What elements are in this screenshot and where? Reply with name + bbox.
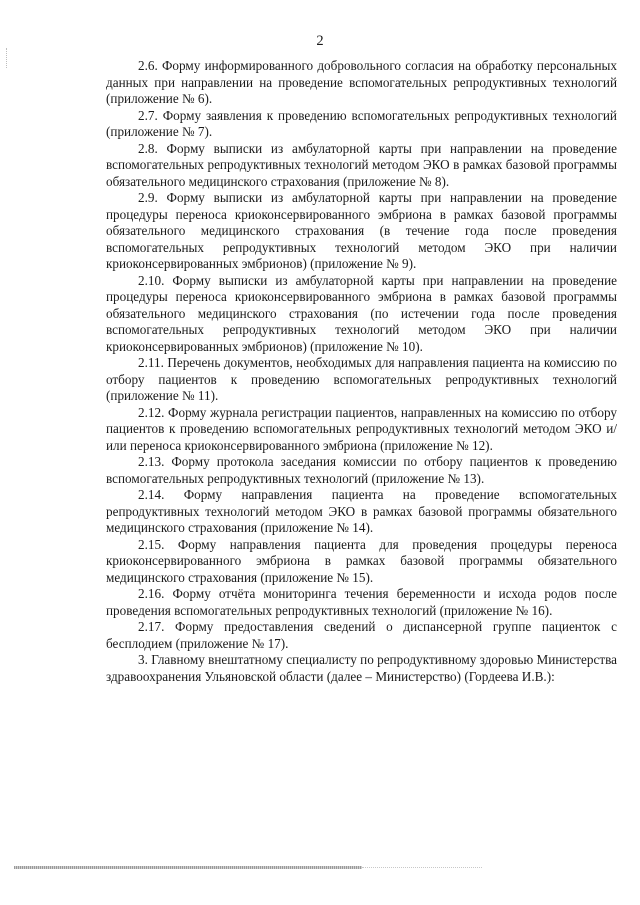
paragraph-3: 3. Главному внештатному специалисту по репродуктивному здоровью Министерства здравоохранения Ульяновской области (далее – Министерство) (Гордеева И.В.): <box>106 652 617 684</box>
paragraph-2-16: 2.16. Форму отчёта мониторинга течения беременности и исхода родов после проведения вспомогательных репродуктивных технологий (приложение № 16). <box>106 586 617 618</box>
paragraph-2-17: 2.17. Форму предоставления сведений о диспансерной группе пациенток с бесплодием (приложение № 17). <box>106 619 617 651</box>
paragraph-2-13: 2.13. Форму протокола заседания комиссии по отбору пациентов к проведению вспомогательных репродуктивных технологий (приложение № 13). <box>106 454 617 486</box>
paragraph-2-8: 2.8. Форму выписки из амбулаторной карты при направлении на проведение вспомогательных репродуктивных технологий методом ЭКО в рамках базовой программы обязательного медицинского страхования (приложение № 8). <box>106 140 617 189</box>
paragraph-2-6: 2.6. Форму информированного добровольного согласия на обработку персональных данных при направлении на проведение вспомогательных репродуктивных технологий (приложение № 6). <box>106 58 617 106</box>
paragraph-2-9: 2.9. Форму выписки из амбулаторной карты при направлении на проведение процедуры переноса криоконсервированного эмбриона в рамках базовой программы обязательного медицинского страхования (в течение года после проведения вспомогательных репродуктивных технологий методом ЭКО при наличии криоконсервированных эмбрионов) (приложение № 9). <box>106 190 617 271</box>
paragraph-2-7: 2.7. Форму заявления к проведению вспомогательных репродуктивных технологий (приложение № 7). <box>106 107 617 139</box>
page-number: 2 <box>316 33 324 49</box>
document-body <box>106 58 617 685</box>
paragraph-2-12: 2.12. Форму журнала регистрации пациентов, направленных на комиссию по отбору пациентов к проведению вспомогательных репродуктивных технологий методом ЭКО и/или переноса криоконсервированного эмбриона (приложение № 12). <box>106 404 617 453</box>
scan-edge-mark <box>6 48 8 68</box>
paragraph-2-14: 2.14. Форму направления пациента на проведение вспомогательных репродуктивных технологий методом ЭКО в рамках базовой программы обязательного медицинского страхования (приложение № 14). <box>106 487 617 535</box>
paragraph-2-15: 2.15. Форму направления пациента для проведения процедуры переноса криоконсервированного эмбриона в рамках базовой программы обязательного медицинского страхования (приложение № 15). <box>106 536 617 585</box>
paragraph-2-11: 2.11. Перечень документов, необходимых для направления пациента на комиссию по отбору пациентов к проведению вспомогательных репродуктивных технологий (приложение № 11). <box>106 355 617 403</box>
paragraph-2-10: 2.10. Форму выписки из амбулаторной карты при направлении на проведение процедуры переноса криоконсервированного эмбриона в рамках базовой программы обязательного медицинского страхования (по истечении года после проведения вспомогательных репродуктивных технологий методом ЭКО при наличии криоконсервированных эмбрионов) (приложение № 10). <box>106 272 617 354</box>
scan-footer-rule-tail <box>362 867 482 869</box>
scan-footer-rule <box>14 866 362 869</box>
